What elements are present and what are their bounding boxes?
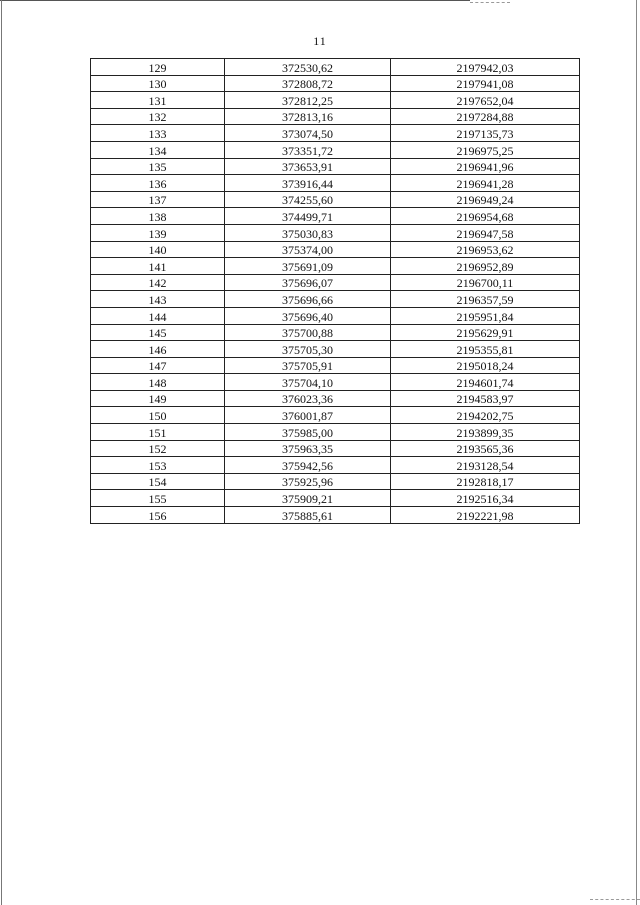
y-coordinate-cell: 2196941,28 [391,175,580,192]
y-coordinate-cell: 2192818,17 [391,473,580,490]
y-coordinate-cell: 2196953,62 [391,241,580,258]
x-coordinate-cell: 375704,10 [225,374,391,391]
coordinates-table-body [91,59,580,524]
x-coordinate-cell: 375374,00 [225,241,391,258]
y-coordinate-cell: 2196947,58 [391,224,580,241]
table-row [91,324,580,341]
x-coordinate-cell: 375963,35 [225,440,391,457]
table-row [91,357,580,374]
point-number-cell: 143 [91,291,225,308]
x-coordinate-cell: 374499,71 [225,208,391,225]
page-edge-bottom [590,899,640,900]
x-coordinate-cell: 375030,83 [225,224,391,241]
point-number-cell: 145 [91,324,225,341]
x-coordinate-cell: 375691,09 [225,258,391,275]
y-coordinate-cell: 2194583,97 [391,390,580,407]
x-coordinate-cell: 373916,44 [225,175,391,192]
x-coordinate-cell: 375885,61 [225,507,391,524]
page-edge-right [636,0,637,905]
table-row [91,59,580,76]
table-row [91,374,580,391]
y-coordinate-cell: 2196700,11 [391,274,580,291]
y-coordinate-cell: 2197652,04 [391,92,580,109]
x-coordinate-cell: 372808,72 [225,75,391,92]
table-row [91,92,580,109]
y-coordinate-cell: 2193128,54 [391,457,580,474]
y-coordinate-cell: 2195629,91 [391,324,580,341]
y-coordinate-cell: 2193565,36 [391,440,580,457]
table-row [91,291,580,308]
y-coordinate-cell: 2196941,96 [391,158,580,175]
table-row [91,473,580,490]
point-number-cell: 156 [91,507,225,524]
point-number-cell: 147 [91,357,225,374]
y-coordinate-cell: 2192516,34 [391,490,580,507]
page-edge-left [1,0,2,905]
point-number-cell: 132 [91,108,225,125]
y-coordinate-cell: 2193899,35 [391,424,580,441]
x-coordinate-cell: 375909,21 [225,490,391,507]
table-row [91,141,580,158]
coordinates-table [90,58,580,524]
y-coordinate-cell: 2197135,73 [391,125,580,142]
y-coordinate-cell: 2197941,08 [391,75,580,92]
y-coordinate-cell: 2195018,24 [391,357,580,374]
x-coordinate-cell: 375696,66 [225,291,391,308]
point-number-cell: 153 [91,457,225,474]
x-coordinate-cell: 375705,91 [225,357,391,374]
point-number-cell: 139 [91,224,225,241]
table-row [91,258,580,275]
point-number-cell: 146 [91,341,225,358]
point-number-cell: 136 [91,175,225,192]
x-coordinate-cell: 375942,56 [225,457,391,474]
y-coordinate-cell: 2197284,88 [391,108,580,125]
x-coordinate-cell: 373351,72 [225,141,391,158]
table-row [91,407,580,424]
point-number-cell: 154 [91,473,225,490]
table-row [91,108,580,125]
table-row [91,208,580,225]
point-number-cell: 141 [91,258,225,275]
page-edge-top-right [470,2,510,3]
x-coordinate-cell: 372812,25 [225,92,391,109]
table-row [91,341,580,358]
table-row [91,490,580,507]
x-coordinate-cell: 375925,96 [225,473,391,490]
point-number-cell: 135 [91,158,225,175]
y-coordinate-cell: 2194601,74 [391,374,580,391]
table-row [91,424,580,441]
table-row [91,241,580,258]
x-coordinate-cell: 376001,87 [225,407,391,424]
point-number-cell: 130 [91,75,225,92]
page-number: 11 [313,34,327,48]
table-row [91,158,580,175]
point-number-cell: 131 [91,92,225,109]
y-coordinate-cell: 2196975,25 [391,141,580,158]
x-coordinate-cell: 375705,30 [225,341,391,358]
point-number-cell: 151 [91,424,225,441]
table-row [91,457,580,474]
point-number-cell: 149 [91,390,225,407]
table-row [91,191,580,208]
x-coordinate-cell: 372530,62 [225,59,391,76]
y-coordinate-cell: 2197942,03 [391,59,580,76]
x-coordinate-cell: 375700,88 [225,324,391,341]
point-number-cell: 134 [91,141,225,158]
point-number-cell: 144 [91,307,225,324]
table-row [91,75,580,92]
x-coordinate-cell: 375696,07 [225,274,391,291]
table-row [91,224,580,241]
y-coordinate-cell: 2196357,59 [391,291,580,308]
x-coordinate-cell: 373653,91 [225,158,391,175]
point-number-cell: 140 [91,241,225,258]
y-coordinate-cell: 2194202,75 [391,407,580,424]
table-row [91,274,580,291]
point-number-cell: 138 [91,208,225,225]
table-row [91,307,580,324]
y-coordinate-cell: 2196954,68 [391,208,580,225]
table-row [91,390,580,407]
x-coordinate-cell: 375696,40 [225,307,391,324]
x-coordinate-cell: 373074,50 [225,125,391,142]
page-edge-top [0,0,470,1]
point-number-cell: 152 [91,440,225,457]
y-coordinate-cell: 2195355,81 [391,341,580,358]
point-number-cell: 150 [91,407,225,424]
table-row [91,175,580,192]
point-number-cell: 142 [91,274,225,291]
x-coordinate-cell: 372813,16 [225,108,391,125]
point-number-cell: 137 [91,191,225,208]
x-coordinate-cell: 376023,36 [225,390,391,407]
x-coordinate-cell: 374255,60 [225,191,391,208]
x-coordinate-cell: 375985,00 [225,424,391,441]
table-row [91,507,580,524]
y-coordinate-cell: 2195951,84 [391,307,580,324]
point-number-cell: 129 [91,59,225,76]
point-number-cell: 155 [91,490,225,507]
point-number-cell: 133 [91,125,225,142]
y-coordinate-cell: 2192221,98 [391,507,580,524]
y-coordinate-cell: 2196952,89 [391,258,580,275]
table-row [91,125,580,142]
point-number-cell: 148 [91,374,225,391]
y-coordinate-cell: 2196949,24 [391,191,580,208]
table-row [91,440,580,457]
